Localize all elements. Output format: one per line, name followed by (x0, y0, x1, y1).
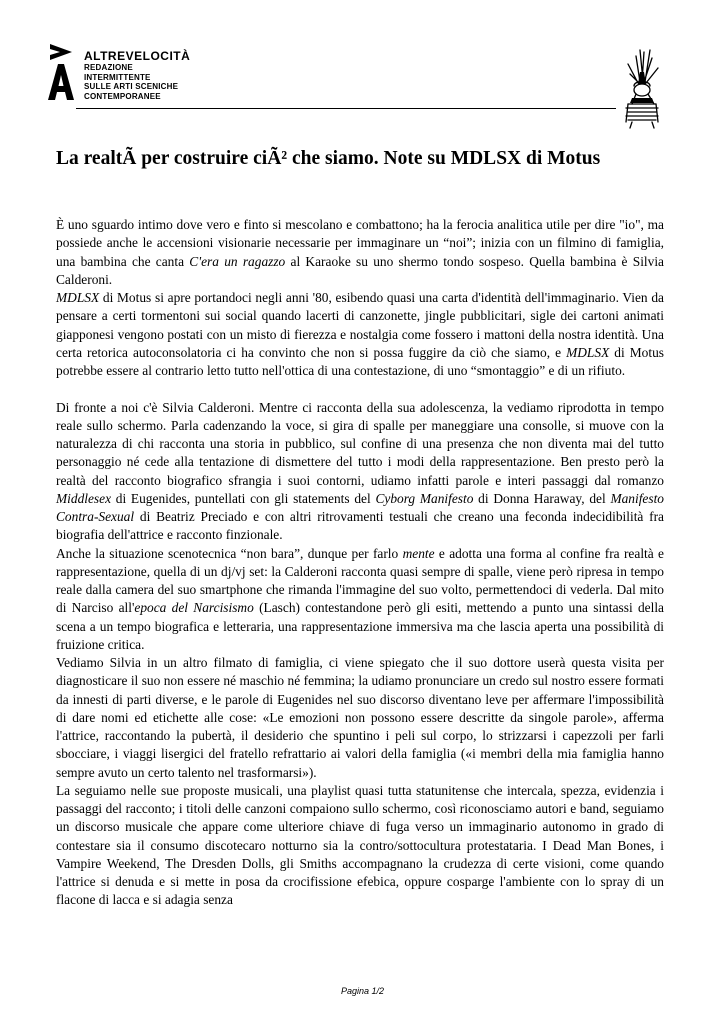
italic-text: Manifesto Contra-Sexual (56, 490, 664, 524)
paragraph (56, 545, 664, 655)
page-number: Pagina 1/2 (340, 986, 385, 996)
italic-text: Middlesex (56, 490, 112, 506)
altrevelocita-logo-icon (46, 42, 76, 102)
brand-subtitle-line: CONTEMPORANEE (84, 91, 161, 101)
text-run: di Donna Haraway, del (473, 490, 611, 506)
text-run: Anche la situazione scenotecnica “non bara”, dunque per farlo (56, 545, 403, 561)
brand-subtitle-line: INTERMITTENTE (84, 72, 151, 82)
italic-text: epoca del Narcisismo (134, 600, 254, 616)
italic-text: C'era un ragazzo (189, 253, 286, 269)
document-header (0, 0, 725, 130)
text-run: di Motus si apre portandoci negli anni '80, esibendo quasi una carta d'identità dell'immaginario. Vien da pensare a certi tormentoni sui social quando lacerti di canzonette, jingle pubblicitari, sigle dei cartoni animati giapponesi vengono postati con un misto di fierezza e nostalgia come fossero i mattoni della nostra identità. Una certa retorica autoconsolatoria ci ha convinto che non si possa fuggire da ciò che siamo, e (56, 290, 664, 360)
text-run: Vediamo Silvia in un altro filmato di famiglia, ci viene spiegato che il suo dottore userà questa visita per diagnosticare il suo non essere né maschio né femmina; la udiamo pronunciare un credo sul nostro essere formati da innesti di parti diverse, e le parole di Eugenides nel suo discorso diventano leve per affermare l'impossibilità di dare nomi ed etichette alle cose: «Le emozioni non possono essere descritte da singole parole», afferma l'attrice, raccontando la pubertà, il desiderio che spuntino i peli sul corpo, lo strizzarsi i capezzoli per farli sbocciare, i viaggi lisergici del fratello refrattario ai valori della famiglia («i membri della mia famiglia hanno sempre avuto un certo talento nel trasformarsi»). (56, 655, 664, 780)
article-body (56, 216, 664, 910)
text-run: di Beatriz Preciado e con altri ritrovamenti testuali che creano una feconda indecidibilità fra biografia dell'attrice e racconto finzionale. (56, 509, 664, 543)
text-run: al Karaoke su uno shermo tondo sospeso. Quella bambina è Silvia Calderoni. (56, 253, 664, 287)
paragraph (56, 782, 664, 910)
logo-wordmark (84, 50, 190, 101)
text-run: Di fronte a noi c'è Silvia Calderoni. Mentre ci racconta della sua adolescenza, la vediamo riprodotta in tempo reale sullo schermo. Parla cadenzando la voce, si gira di spalle per maneggiare una consolle, si muove con la naturalezza di chi racconta una storia in pubblico, sul confine di una presenza che non diventa mai del tutto personaggio né cede alla tentazione di dismettere del tutto i modi della rappresentazione. Ben presto però la realtà del racconto biografico sfrangia i suoi contorni, udiamo infatti parole e interi passaggi dal romanzo (56, 399, 664, 488)
text-run: di Eugenides, puntellati con gli statements del (111, 490, 376, 506)
italic-text: Cyborg Manifesto (375, 490, 474, 506)
brand-subtitle-line: REDAZIONE (84, 63, 133, 72)
text-run: e adotta una forma al confine fra realtà e rappresentazione, quella di un dj/vj set: la Calderoni racconta quasi sempre di spalle, viene però ripresa in tempo reale dalla camera del suo smartphone che rimanda l'immagine del suo volto, permettendoci di vederla. Dal mito di Narciso all' (56, 545, 664, 616)
text-run: La seguiamo nelle sue proposte musicali, una playlist quasi tutta statunitense che intercala, spezza, evidenzia i passaggi del racconto; i titoli delle canzoni compaiono sullo schermo, così riconosciamo autori e band, seguiamo un discorso musicale che appare come ulteriore chiave di fuga verso un immaginario autonomo in grado di contestare sia il consumo discotecaro notturno sia la contro/sottocultura protestataria. I Dead Man Bones, i Vampire Weekend, The Dresden Dolls, gli Smiths accompagnano la crudezza di certe visioni, come quando l'attrice si denuda e si mette in posa da crocifissione efebica, oppure cosparge l'ambiente con lo spray di un flacone di lacca e si adagia senza (56, 782, 664, 908)
paragraph-gap (56, 380, 664, 398)
paragraph (56, 654, 664, 782)
text-run: È uno sguardo intimo dove vero e finto si mescolano e combattono; ha la ferocia analitica utile per dire "io", ma possiede anche le accensioni visionarie necessarie per immaginare un “noi”; inizia con un filmino di famiglia, una bambina che canta (56, 217, 664, 269)
text-run: di Motus potrebbe essere al contrario letto tutto nell'ottica di una contestazione, di uno “smontaggio” e di un rifiuto. (56, 344, 664, 378)
reading-figure-illustration-icon (610, 46, 676, 130)
paragraph (56, 289, 664, 380)
paragraph (56, 399, 664, 545)
italic-text: MDLSX (566, 344, 610, 360)
header-divider (76, 108, 616, 109)
italic-text: mente (402, 545, 435, 561)
brand-name: ALTREVELOCITÀ (84, 49, 191, 63)
text-run: (Lasch) contestandone però gli esiti, mettendo a punto una sintassi della scena a un tempo biografica e letteraria, una rappresentazione immersiva ma che lascia aperta una possibilità di fruizione critica. (56, 600, 664, 652)
brand-subtitle-line: SULLE ARTI SCENICHE (84, 82, 179, 91)
paragraph (56, 216, 664, 289)
italic-text: MDLSX (56, 290, 100, 305)
article-title: La realtÃ per costruire ciÃ² che siamo. Note su MDLSX di Motus (56, 148, 601, 169)
